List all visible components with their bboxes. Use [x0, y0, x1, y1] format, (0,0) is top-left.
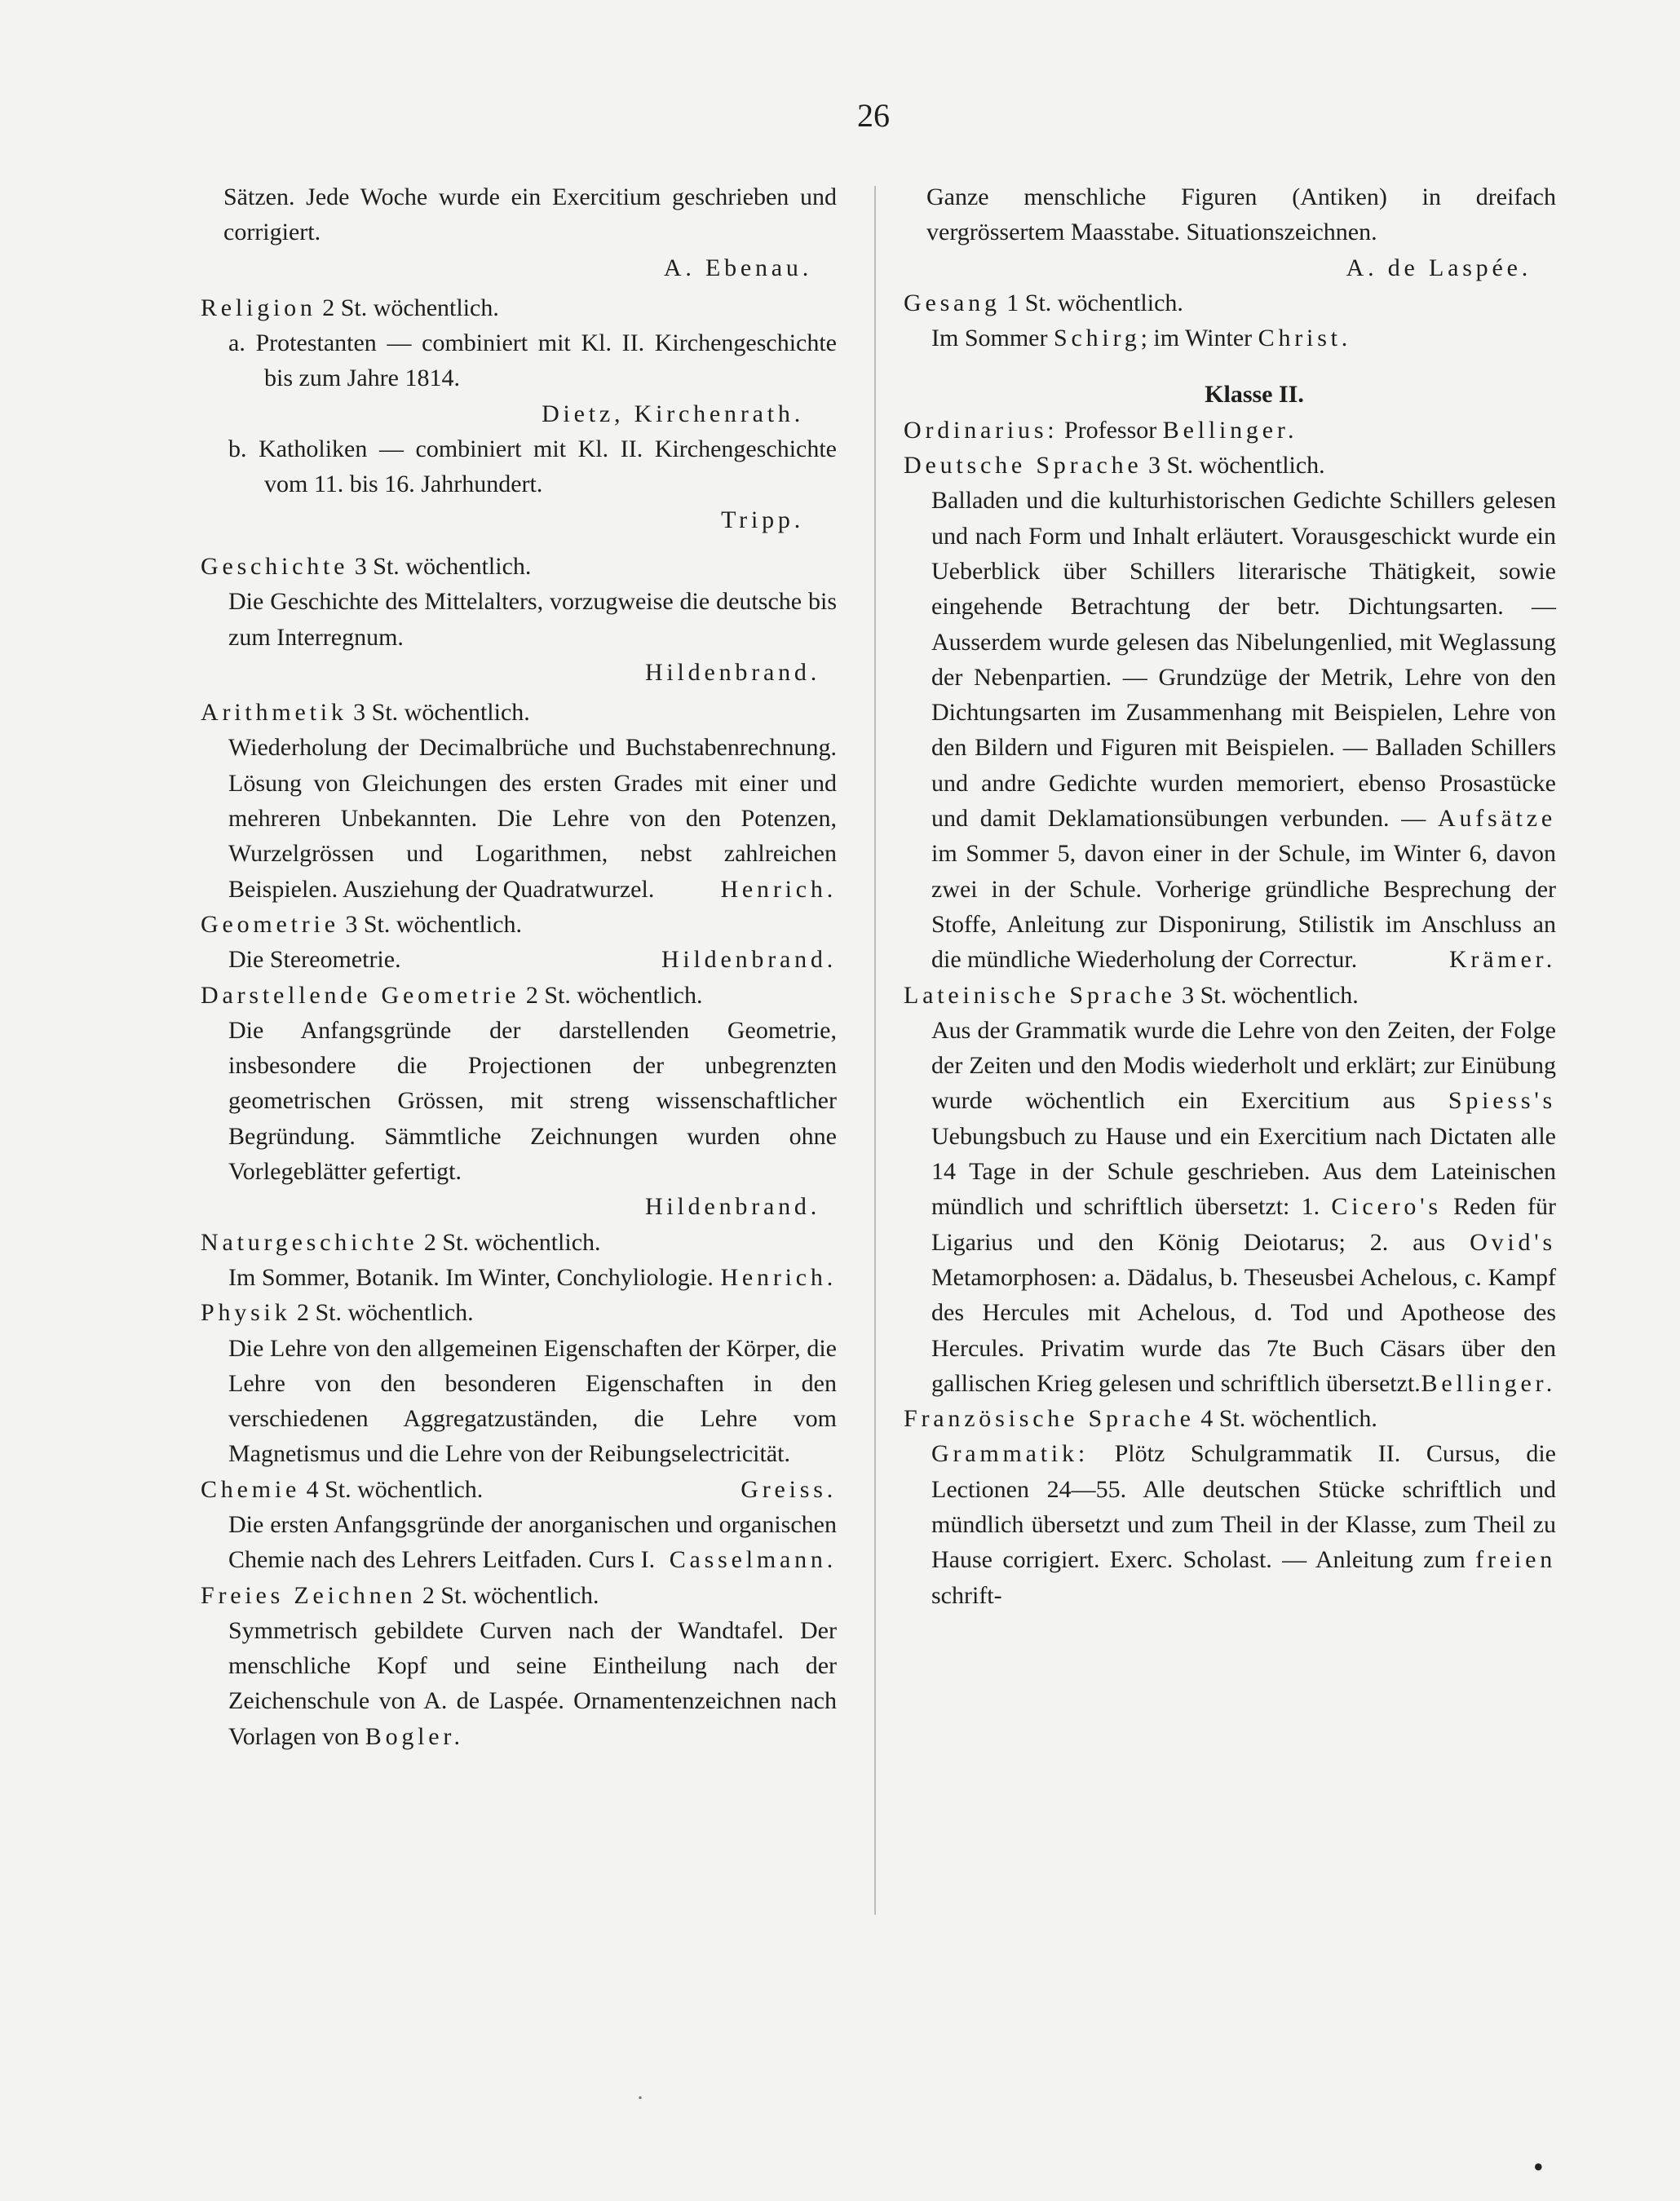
- section-deutsch-title: Deutsche Sprache: [904, 452, 1143, 480]
- column-divider: [874, 186, 876, 1915]
- section-physik-hours: 2 St. wöchentlich.: [290, 1299, 474, 1327]
- naturgeschichte-text: [201, 1260, 837, 1295]
- physik-body: Die Lehre von den allgemeinen Eigenschaften der Körper, die Lehre von den besonderen Eigenschaften in den verschiedenen Aggregatzuständen, die Lehre vom Magnetismus und die Lehre von der Reibungselectricität.: [228, 1334, 837, 1468]
- stray-mark-corner: •: [1533, 2150, 1544, 2183]
- intro-text: Sätzen. Jede Woche wurde ein Exercitium geschrieben und corrigiert.: [223, 183, 837, 246]
- section-religion-heading: [201, 290, 837, 325]
- gesang-n1: Schirg: [1054, 325, 1141, 352]
- latein-cicero: Cicero's: [1331, 1193, 1442, 1221]
- geschichte-text: Die Geschichte des Mittelalters, vorzugweise die deutsche bis zum Interregnum.: [228, 588, 837, 651]
- zeichnen-body: Symmetrisch gebildete Curven nach der Wandtafel. Der menschliche Kopf und seine Eintheilung nach der Zeichenschule von A. de Laspée. Ornamentenzeichnen nach Vorlagen von: [228, 1616, 837, 1750]
- section-arithmetik-hours: 3 St. wöchentlich.: [347, 699, 530, 727]
- zeichnen-continued-text: Ganze menschliche Figuren (Antiken) in dreifach vergrössertem Maasstabe. Situationszeichnen.: [926, 183, 1556, 246]
- franz-body-2: schrift-: [931, 1581, 1002, 1609]
- section-gesang-heading: [904, 285, 1556, 320]
- section-chemie-title: Chemie: [201, 1475, 301, 1503]
- section-geometrie-hours: 3 St. wöchentlich.: [338, 910, 522, 938]
- gesang-t1: Im Sommer: [931, 325, 1054, 352]
- zeichnen-continued-author: A. de Laspée.: [1346, 254, 1532, 281]
- geometrie-body: Die Stereometrie.: [228, 946, 401, 974]
- latein-body-3: Reden für Ligarius und den König Deiotarus; 2. aus: [931, 1193, 1556, 1256]
- ordinarius-label: Ordinarius:: [904, 416, 1059, 444]
- section-geschichte-heading: [201, 549, 837, 584]
- franz-grammatik: Grammatik:: [931, 1440, 1089, 1468]
- section-arithmetik-title: Arithmetik: [201, 699, 347, 727]
- section-darstellende-heading: [201, 978, 837, 1013]
- franz-body-1: Plötz Schulgrammatik II. Cursus, die Lectionen 24—55. Alle deutschen Stücke schriftlich und mündlich übersetzt und zum Theil in der Klasse, zum Theil zu Hause corrigiert. Exerc. Scholast. — Anleitung zum: [931, 1440, 1556, 1574]
- section-zeichnen-hours: 2 St. wöchentlich.: [416, 1581, 599, 1609]
- intro-paragraph: [201, 179, 837, 285]
- chemie-text: [201, 1507, 837, 1578]
- intro-author: A. Ebenau.: [663, 254, 812, 281]
- stray-mark-bottom: ·: [636, 2084, 644, 2111]
- section-geometrie-heading: [201, 907, 837, 942]
- section-deutsch-heading: [904, 448, 1556, 483]
- arithmetik-body: Wiederholung der Decimalbrüche und Buchstabenrechnung. Lösung von Gleichungen des ersten Grades mit einer und mehreren Unbekannten. Die Lehre von den Potenzen, Wurzelgrössen und Logarithmen, nebst zahlreichen Beispielen. Ausziehung der Quadratwurzel.: [228, 734, 837, 903]
- left-column: [201, 179, 837, 1754]
- section-arithmetik-heading: [201, 695, 837, 730]
- ordinarius-line: [904, 413, 1556, 448]
- deutsch-body-1: Balladen und die kulturhistorischen Gedichte Schillers gelesen und nach Form und Inhalt erläutert. Vorausgeschickt wurde ein Ueberblick über Schillers literarische Thätigkeit, sowie eingehende Betrachtung der betr. Dichtungsarten. — Ausserdem wurde gelesen das Nibelungenlied, mit Weglassung der Nebenpartien. — Grundzüge der Metrik, Lehre von den Dichtungsarten im Zusammenhang mit Beispielen, Lehre von den Bildern und Figuren mit Beispielen. — Balladen Schillers und andre Gedichte wurden memoriert, ebenso Prosastücke und damit Deklamationsübungen verbunden. —: [931, 487, 1556, 833]
- zeichnen-continued: [904, 179, 1556, 285]
- chemie-body: Die ersten Anfangsgründe der anorganischen und organischen Chemie nach des Lehrers Leitfaden. Curs I.: [228, 1510, 837, 1574]
- arithmetik-author: Henrich.: [720, 875, 837, 903]
- geschichte-author: Hildenbrand.: [644, 658, 820, 686]
- franz-freien: freien: [1475, 1546, 1556, 1574]
- section-religion-hours: 2 St. wöchentlich.: [316, 294, 499, 321]
- latein-body-2: Uebungsbuch zu Hause und ein Exercitium nach Dictaten alle 14 Tage in der Schule geschrieben. Aus dem Lateinischen mündlich und schriftlich übersetzt: 1.: [931, 1122, 1556, 1221]
- section-physik-heading: [201, 1295, 837, 1330]
- right-column: [904, 179, 1556, 1613]
- section-geometrie-title: Geometrie: [201, 910, 339, 938]
- section-franz-hours: 4 St. wöchentlich.: [1194, 1405, 1377, 1433]
- section-geschichte-hours: 3 St. wöchentlich.: [348, 552, 532, 580]
- section-gesang-title: Gesang: [904, 289, 1001, 316]
- darstellende-text: Die Anfangsgründe der darstellenden Geometrie, insbesondere die Projectionen der unbegrenzten geometrischen Grössen, mit streng wissenschaftlicher Begründung. Sämmtliche Zeichnungen wurden ohne Vorlegeblätter gefertigt.: [228, 1016, 837, 1186]
- geometrie-author: Hildenbrand.: [661, 946, 837, 974]
- latein-text: [904, 1013, 1556, 1401]
- zeichnen-bogler: Bogler.: [365, 1722, 464, 1750]
- physik-author: Greiss.: [741, 1475, 837, 1503]
- ordinarius-name: Bellinger.: [1162, 416, 1298, 444]
- section-darstellende-hours: 2 St. wöchentlich.: [519, 981, 703, 1009]
- section-physik-title: Physik: [201, 1299, 291, 1327]
- section-franz-title: Französische Sprache: [904, 1405, 1195, 1433]
- section-religion-title: Religion: [201, 294, 316, 321]
- latein-author: Bellinger.: [1421, 1369, 1556, 1397]
- chemie-author: Casselmann.: [669, 1546, 837, 1574]
- deutsch-author: Krämer.: [1448, 946, 1556, 974]
- klasse-heading: Klasse II.: [1205, 381, 1304, 409]
- naturgeschichte-body: Im Sommer, Botanik. Im Winter, Conchyliologie.: [228, 1263, 714, 1291]
- latein-body-4: Metamorphosen: a. Dädalus, b. Theseusbei Achelous, c. Kampf des Hercules mit Achelous, d. Tod und Apotheose des Hercules. Privatim wurde das 7te Buch Cäsars über den gallischen Krieg gelesen und schriftlich übersetzt.: [931, 1263, 1556, 1397]
- gesang-text: [904, 320, 1556, 356]
- religion-b-text: b. Katholiken — combiniert mit Kl. II. Kirchengeschichte vom 11. bis 16. Jahrhundert.: [228, 435, 837, 498]
- zeichnen-text: [201, 1613, 837, 1754]
- section-gesang-hours: 1 St. wöchentlich.: [1000, 289, 1183, 316]
- religion-b-author: Tripp.: [721, 506, 804, 533]
- section-geschichte-title: Geschichte: [201, 552, 349, 580]
- gesang-t2: ; im Winter: [1140, 325, 1258, 352]
- section-darstellende-title: Darstellende Geometrie: [201, 981, 520, 1009]
- gesang-n2: Christ.: [1258, 325, 1352, 352]
- naturgeschichte-author: Henrich.: [720, 1263, 837, 1291]
- section-naturgeschichte-title: Naturgeschichte: [201, 1228, 418, 1256]
- arithmetik-text: [201, 730, 837, 906]
- latein-body-1: Aus der Grammatik wurde die Lehre von den Zeiten, der Folge der Zeiten und den Modis wiederholt und erklärt; zur Einübung wurde wöchentlich ein Exercitium aus: [931, 1016, 1556, 1115]
- geometrie-text: [201, 942, 837, 977]
- latein-ovid: Ovid's: [1470, 1228, 1556, 1256]
- deutsch-aufsaetze: Aufsätze: [1437, 805, 1556, 833]
- section-naturgeschichte-heading: [201, 1225, 837, 1260]
- section-deutsch-hours: 3 St. wöchentlich.: [1142, 452, 1325, 480]
- ordinarius-prof: Professor: [1058, 416, 1163, 444]
- latein-spiess: Spiess's: [1448, 1087, 1556, 1115]
- section-franz-heading: [904, 1401, 1556, 1436]
- section-chemie-hours: 4 St. wöchentlich.: [300, 1475, 484, 1503]
- darstellende-author: Hildenbrand.: [644, 1193, 820, 1221]
- page-number: 26: [857, 97, 890, 134]
- section-latein-heading: [904, 978, 1556, 1013]
- franz-text: [904, 1436, 1556, 1612]
- section-zeichnen-title: Freies Zeichnen: [201, 1581, 417, 1609]
- section-zeichnen-heading: [201, 1578, 837, 1613]
- religion-a-text: a. Protestanten — combiniert mit Kl. II. Kirchengeschichte bis zum Jahre 1814.: [228, 329, 837, 392]
- deutsch-body-2: im Sommer 5, davon einer in der Schule, im Winter 6, davon zwei in der Schule. Vorherige gründliche Besprechung der Stoffe, Anleitung zur Disponirung, Stilistik im Anschluss an die mündliche Wiederholung der Correctur.: [931, 840, 1556, 974]
- deutsch-text: [904, 483, 1556, 977]
- section-latein-title: Lateinische Sprache: [904, 981, 1176, 1009]
- religion-a-author: Dietz, Kirchenrath.: [542, 400, 804, 427]
- section-naturgeschichte-hours: 2 St. wöchentlich.: [418, 1228, 601, 1256]
- section-latein-hours: 3 St. wöchentlich.: [1175, 981, 1359, 1009]
